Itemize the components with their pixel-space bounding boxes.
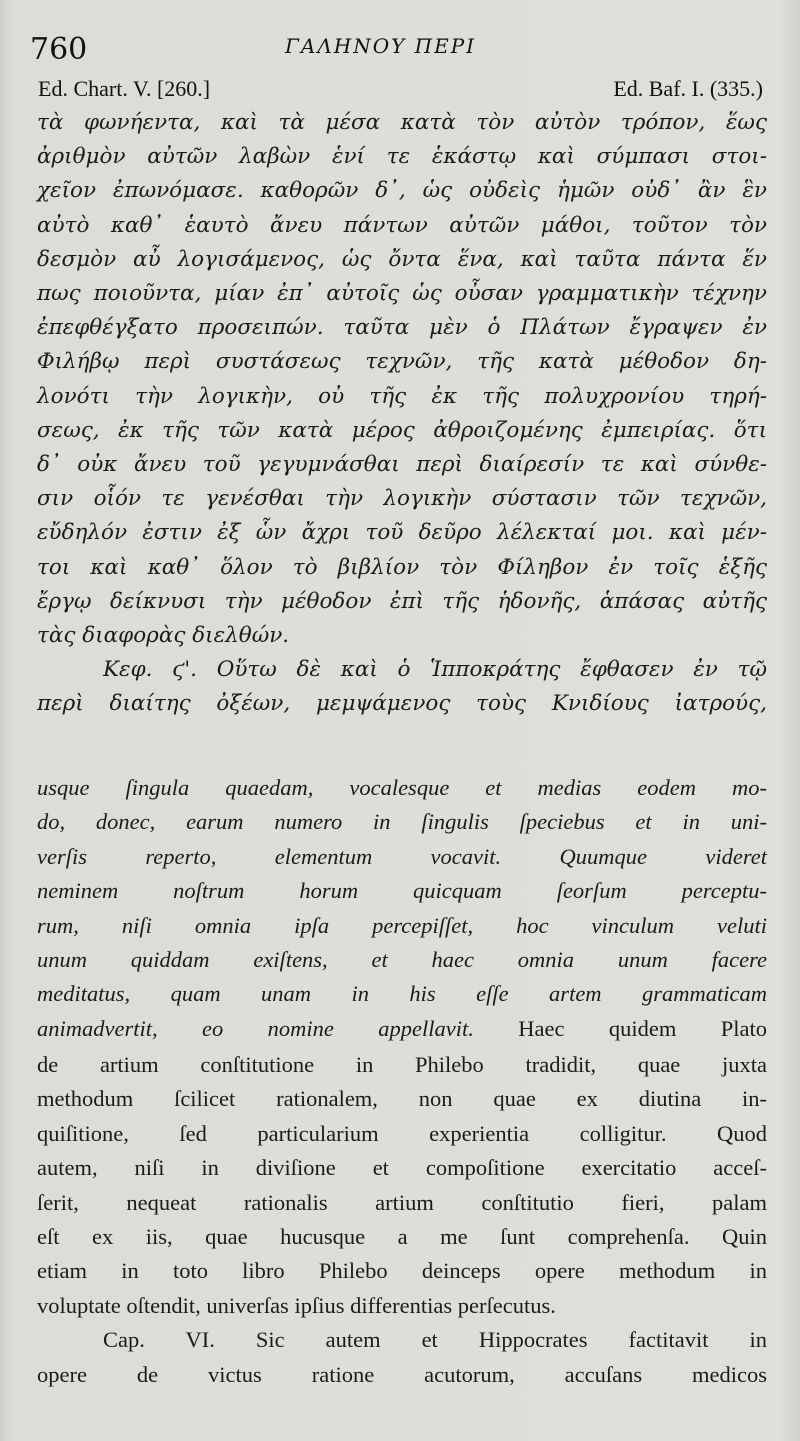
- latin-line: rum, niſi omnia ipſa percepiſſet, hoc vinculum veluti: [37, 912, 767, 938]
- greek-line: σεως, ἐκ τῆς τῶν κατὰ μέρος ἀθροιζομένης ἐμπειρίας. ὅτι: [37, 417, 767, 443]
- greek-line: λονότι τὴν λογικὴν, οὐ τῆς ἐκ τῆς πολυχρονίου τηρή-: [37, 383, 767, 409]
- latin-line: verſis reperto, elementum vocavit. Quumque videret: [37, 843, 767, 869]
- greek-line: τὰ φωνήεντα, καὶ τὰ μέσα κατὰ τὸν αὐτὸν τρόπον, ἕως: [37, 110, 767, 135]
- greek-line: Φιλήβῳ περὶ συστάσεως τεχνῶν, τῆς κατὰ μέθοδον δη-: [37, 349, 767, 375]
- latin-line: etiam in toto libro Philebo deinceps opere methodum in: [37, 1258, 767, 1284]
- greek-line: τὰς διαφορὰς διελθών.: [37, 623, 290, 649]
- latin-line: opere de victus ratione acutorum, accuſans medicos: [37, 1361, 767, 1387]
- latin-italic-fragment: animadvertit, eo nomine appellavit.: [37, 1015, 474, 1041]
- greek-line: δεσμὸν αὖ λογισάμενος, ὡς ὄντα ἕνα, καὶ ταῦτα πάντα ἕν: [37, 246, 767, 272]
- latin-roman-fragment: Haec quidem Plato: [518, 1015, 768, 1041]
- latin-line: do, donec, earum numero in ſingulis ſpeciebus et in uni-: [37, 809, 767, 835]
- latin-line: voluptate oſtendit, univerſas ipſius differentias perſecutus.: [37, 1292, 556, 1318]
- greek-line: χεῖον ἐπωνόμασε. καθορῶν δ᾽, ὡς οὐδεὶς ἡμῶν οὐδ᾽ ἂν ἓν: [37, 178, 767, 204]
- latin-line: meditatus, quam unam in his eſſe artem grammaticam: [37, 981, 767, 1007]
- greek-line: ἀριθμὸν αὐτῶν λαβὼν ἑνί τε ἑκάστῳ καὶ σύμπασι στοι-: [37, 144, 767, 170]
- greek-line: πως ποιοῦντα, μίαν ἐπ᾽ αὐτοῖς ὡς οὖσαν γραμματικὴν τέχνην: [37, 281, 767, 307]
- latin-line: quiſitione, ſed particularium experientia colligitur. Quod: [37, 1120, 767, 1146]
- latin-line: eſt ex iis, quae hucusque a me ſunt comprehenſa. Quin: [37, 1224, 767, 1250]
- greek-text-block: [37, 106, 767, 722]
- greek-line: δ᾽ οὐκ ἄνευ τοῦ γεγυμνάσθαι περὶ διαίρεσίν τε καὶ σύνθε-: [37, 452, 767, 478]
- latin-mixed-line: [37, 1012, 767, 1046]
- edition-chart-reference: Ed. Chart. V. [260.]: [38, 76, 211, 101]
- latin-line: autem, niſi in diviſione et compoſitione exercitatio acceſ-: [37, 1155, 767, 1181]
- greek-chapter-heading-line: Κεφ. ϛ'. Οὕτω δὲ καὶ ὁ Ἱπποκράτης ἔφθασεν ἐν τῷ: [103, 657, 767, 683]
- latin-line: usque ſingula quaedam, vocalesque et medias eodem mo-: [37, 775, 767, 800]
- latin-line: de artium conſtitutione in Philebo tradidit, quae juxta: [37, 1052, 767, 1077]
- latin-line: unum quiddam exiſtens, et haec omnia unum facere: [37, 947, 767, 973]
- greek-line: εὔδηλόν ἐστιν ἐξ ὧν ἄχρι τοῦ δεῦρο λέλεκταί μοι. καὶ μέν-: [37, 520, 767, 546]
- running-title: ΓΑΛΗΝΟΥ ΠΕΡΙ: [285, 34, 477, 58]
- latin-line: neminem noſtrum horum quicquam ſeorſum perceptu-: [37, 878, 767, 904]
- page-number: 760: [30, 32, 88, 67]
- edition-basel-reference: Ed. Baf. I. (335.): [613, 76, 763, 101]
- edition-references: [38, 76, 763, 102]
- latin-italic-text-block: [37, 771, 767, 1046]
- greek-line: περὶ διαίτης ὀξέων, μεμψάμενος τοὺς Κνιδίους ἰατρούς,: [37, 691, 767, 717]
- latin-line: methodum ſcilicet rationalem, non quae ex diutina in-: [37, 1086, 767, 1112]
- greek-line: σιν οἷόν τε γενέσθαι τὴν λογικὴν σύστασιν τῶν τεχνῶν,: [37, 486, 767, 512]
- greek-line: ἐπεφθέγξατο προσειπών. ταῦτα μὲν ὁ Πλάτων ἔγραψεν ἐν: [37, 315, 767, 341]
- greek-line: τοι καὶ καθ᾽ ὅλον τὸ βιβλίον τὸν Φίληβον ἐν τοῖς ἑξῆς: [37, 554, 767, 580]
- greek-line: αὐτὸ καθ᾽ ἑαυτὸ ἄνευ πάντων αὐτῶν μάθοι, τοῦτον τὸν: [37, 212, 767, 238]
- latin-roman-text-block: [37, 1048, 767, 1392]
- latin-line: ſerit, nequeat rationalis artium conſtitutio fieri, palam: [37, 1189, 767, 1215]
- latin-chapter-heading-line: Cap. VI. Sic autem et Hippocrates factitavit in: [103, 1327, 767, 1353]
- greek-line: ἔργῳ δείκνυσι τὴν μέθοδον ἐπὶ τῆς ἡδονῆς, ἁπάσας αὐτῆς: [37, 588, 767, 614]
- page-header: [30, 32, 770, 67]
